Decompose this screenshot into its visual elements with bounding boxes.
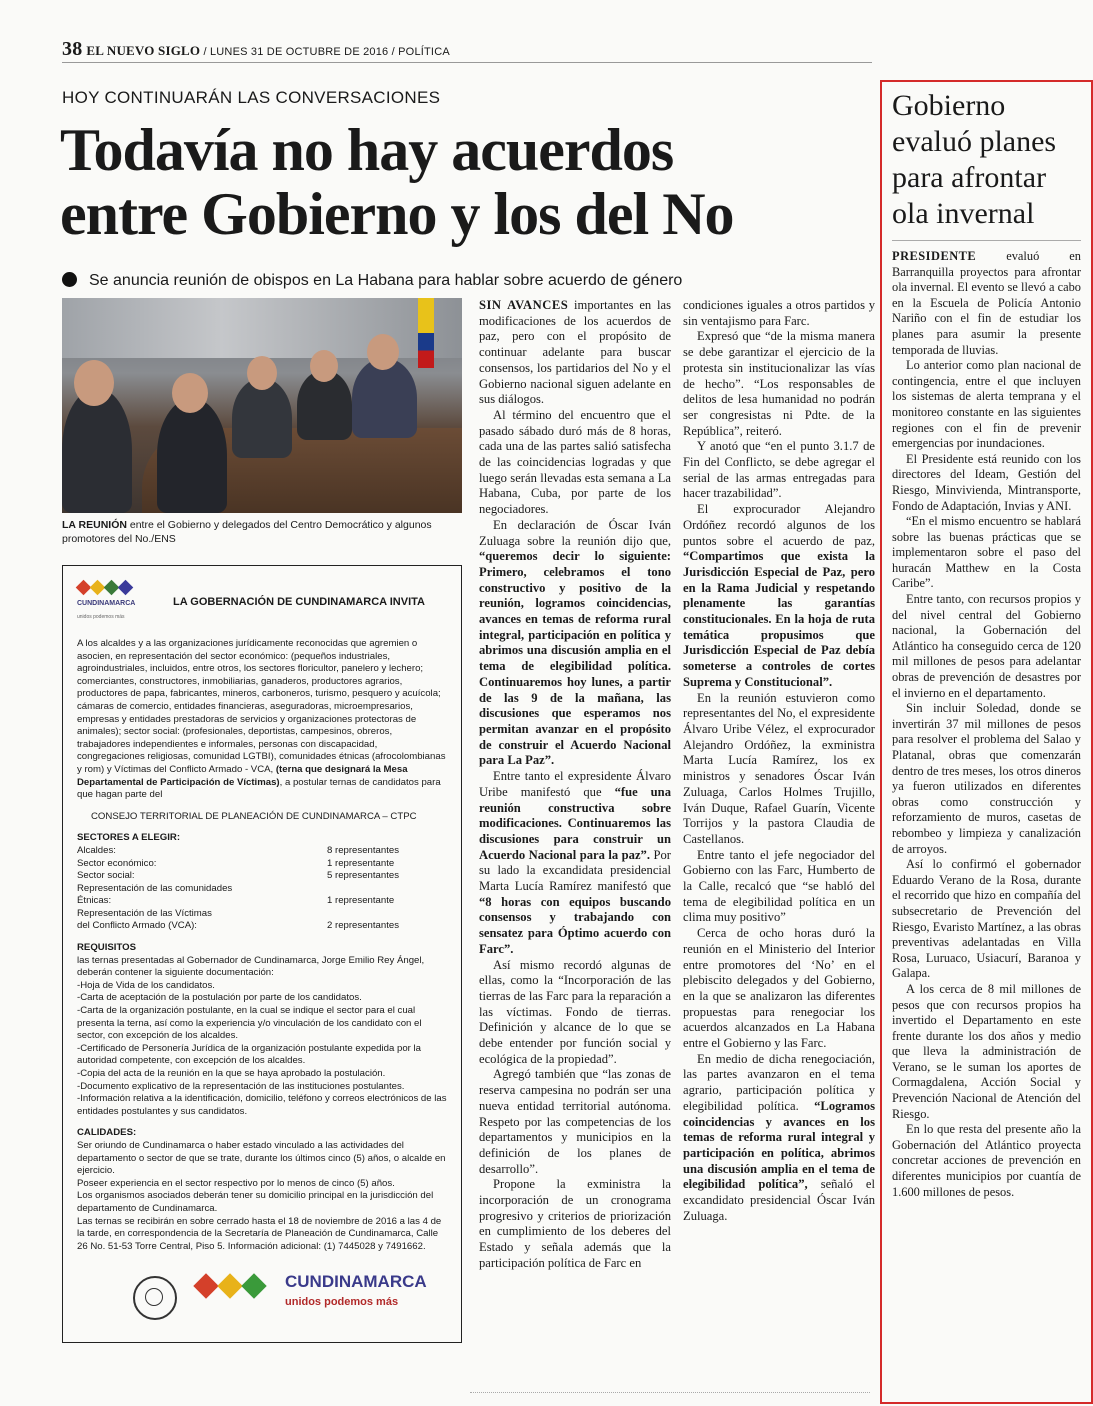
kicker: HOY CONTINUARÁN LAS CONVERSACIONES: [62, 88, 441, 107]
paragraph: SIN AVANCES importantes en las modificaciones de los acuerdos de paz, pero con el propósito de continuar adelante para buscar consensos, los partidarios del No y el Gobierno nacional siguen adelante en sus diálogos.: [479, 298, 671, 407]
requirement-item: -Documento explicativo de la representación de las instituciones postulantes.: [77, 1080, 405, 1092]
paragraph: PRESIDENTE evaluó en Barranquilla proyectos para afrontar ola invernal. El evento se llevó a cabo en la Escuela de Policía Antonio Nariño con el fin de estudiar los planes para asumir la presente temporada de lluvias.: [892, 249, 1081, 357]
paragraph: Y anotó que “en el punto 3.1.7 de Fin del Conflicto, se debe agregar el serial de las armas entregadas para hacer trazabilidad”.: [683, 439, 875, 501]
photo-person: [232, 378, 292, 458]
photo-caption: [62, 518, 462, 546]
photo-head: [172, 373, 208, 413]
paragraph: condiciones iguales a otros partidos y sin ventajismo para Farc.: [683, 298, 875, 328]
quality-item: Los organismos asociados deberán tener su domicilio principal en la jurisdicción del departamento de Cundinamarca.: [77, 1190, 434, 1214]
sidebar-story: [880, 80, 1093, 1404]
issue-meta: / LUNES 31 DE OCTUBRE DE 2016 / POLÍTICA: [200, 46, 450, 58]
quality-item: Las ternas se recibirán en sobre cerrado hasta el 18 de noviembre de 2016 a las 4 de la tarde, en correspondencia de la Secretaría de Planeación de Cundinamarca, Calle 26 No. 51-53 Torre Central, Piso 5. Información adicional: (1) 7445028 y 7491662.: [77, 1215, 442, 1252]
photo-head: [74, 360, 114, 406]
cundinamarca-logo: [77, 580, 145, 618]
sector-name: Alcaldes:: [77, 844, 116, 856]
requirement-item: -Carta de aceptación de la postulación por parte de los candidatos.: [77, 992, 362, 1004]
qualities-heading: CALIDADES:: [77, 1127, 137, 1139]
government-seal-icon: [133, 1276, 177, 1320]
photo-head: [310, 350, 338, 382]
sector-count: 8 representantes: [327, 844, 399, 856]
logo-slogan: unidos podemos más: [77, 613, 125, 620]
sector-name: Representación de las Víctimas: [77, 907, 212, 919]
paragraph: Así mismo recordó algunas de ellas, como la “Incorporación de las tierras de las Farc para la reparación a las víctimas. Fondo de tierras. Definición y alcance de lo que se debe entender por función social y ecológica de la propiedad”.: [479, 957, 671, 1066]
requirements-intro: las ternas presentadas al Gobernador de Cundinamarca, Jorge Emilio Rey Ángel, deberán contener la siguiente documentación:: [77, 954, 425, 979]
requirement-item: -Hoja de Vida de los candidatos.: [77, 979, 215, 991]
sector-row: [77, 858, 447, 871]
advertisement: [62, 565, 462, 1343]
sector-count: 5 representantes: [327, 870, 399, 882]
footer-logo: [195, 1272, 427, 1308]
paragraph: Lo anterior como plan nacional de contingencia, entre el que incluyen los sistemas de alerta temprana y el monitoreo constante en las siguientes regiones con el fin de prevenir emergencias por inundaciones.: [892, 358, 1081, 451]
requirement-item: -Certificado de Personería Jurídica de la organización postulante expedida por la autoridad competente, con excepción de los alcaldes.: [77, 1042, 421, 1067]
caption-text: entre el Gobierno y delegados del Centro Democrático y algunos promotores del No./ENS: [62, 519, 432, 545]
caption-lead: LA REUNIÓN: [62, 519, 127, 531]
requirement-item: -Información relativa a la identificación, domicilio, teléfono y correos electrónicos de las entidades postulantes y sus candidatos.: [77, 1093, 447, 1117]
article-column-2: [479, 298, 671, 1272]
paper-name: EL NUEVO SIGLO: [86, 43, 201, 58]
diamond-icon: [241, 1273, 266, 1298]
sector-row: [77, 883, 447, 896]
paragraph: “En el mismo encuentro se hablará sobre las buenas prácticas que se implementaron sobre el paso del huracán Matthew en la Costa Caribe”.: [892, 514, 1081, 591]
photo-person: [62, 388, 132, 513]
photo-person: [352, 358, 417, 438]
sector-count: 1 representante: [327, 857, 395, 869]
sector-row: [77, 845, 447, 858]
headline-line-1: Todavía no hay acuerdos: [60, 117, 674, 183]
requirement-item: -Carta de la organización postulante, en la cual se indique el sector para el cual presenta la terna, así como la experiencia y/o vinculación de los candidato con el sector, con excepción de los alcaldes.: [77, 1005, 422, 1042]
requirement-item: -Copia del acta de la reunión en la que se haya aprobado la postulación.: [77, 1068, 386, 1079]
paragraph: En declaración de Óscar Iván Zuluaga sobre la reunión dijo que, “queremos decir lo siguiente: Primero, celebramos el tono constructivo y positivo de la reunión, logramos coincidencias, avances en temas de reforma rural integral, participación en política y abrimos una discusión amplia en el tema de elegibilidad política. Continuaremos hoy lunes, a partir de las 9 de la mañana, las discusiones que esperamos nos permitan avanzar en el propósito de construir el Acuerdo Nacional para La Paz”.: [479, 517, 671, 768]
sectors-list: [77, 845, 447, 933]
footer-slogan: unidos podemos más: [285, 1296, 399, 1308]
sector-name: Representación de las comunidades: [77, 882, 233, 894]
paragraph: Agregó también que “las zonas de reserva campesina no podrán ser una nueva entidad territorial autónoma. Respeto por las competencias de los departamentos y municipios en la definición de los planes de desarrollo”.: [479, 1067, 671, 1176]
bottom-divider: [470, 1392, 870, 1395]
ad-body: [77, 638, 447, 1253]
photo-head: [247, 356, 277, 390]
paragraph: Cerca de ocho horas duró la reunión en el Ministerio del Interior entre promotores del ‘No’ en el plebiscito delegados y del Gobierno, en la que se analizaron las diferentes propuestas para renegociar los acuerdos alcanzados en La Habana entre el Gobierno y las Farc.: [683, 926, 875, 1051]
article-column-3: [683, 298, 875, 1224]
requirements-heading: REQUISITOS: [77, 942, 136, 954]
paragraph: En la reunión estuvieron como representantes del No, el expresidente Álvaro Uribe Vélez, el exprocurador Alejandro Ordóñez, la exministra Marta Lucía Ramírez, los ex ministros y senadores Óscar Iván Zuluaga, Carlos Holmes Trujillo, Iván Duque, Rafael Guarín, Vicente Torrijos y la pastora Claudia de Castellanos.: [683, 690, 875, 846]
page-number: 38: [62, 38, 83, 60]
ad-footer: [133, 1264, 433, 1324]
colombia-flag-icon: [418, 298, 434, 368]
summary: [62, 272, 682, 290]
headline: [60, 118, 860, 246]
photo-head: [367, 334, 399, 370]
requirements-list: [77, 980, 447, 1119]
top-rule: [62, 62, 872, 63]
paragraph: Propone la exministra la incorporación de un cronograma progresivo y criterios de priorización en cumplimiento de los deberes del Estado y señala además que la participación política de Farc en: [479, 1177, 671, 1270]
paragraph: El exprocurador Alejandro Ordóñez recordó algunos de los puntos sobre el acuerdo de paz, “Compartimos que exista la Jurisdicción Especial de Paz, pero en la Rama Judicial y respetando plenamente las garantías constitucionales. En la hoja de ruta temática propusimos que Jurisdicción Especial de Paz debía someterse a controles de cortes Suprema y Constitucional”.: [683, 502, 875, 689]
logo-brand: CUNDINAMARCA: [77, 600, 136, 607]
sector-name: Sector social:: [77, 870, 135, 882]
paragraph: Expresó que “de la misma manera se debe garantizar el ejercicio de la protesta sin institucionalizar las vías de hecho”. “Los responsables de delitos de lesa humanidad no podrán ser congresistas ni Pdte. de la República”, reiteró.: [683, 329, 875, 438]
ad-title: LA GOBERNACIÓN DE CUNDINAMARCA INVITA: [173, 596, 425, 608]
diamond-icon: [217, 1273, 242, 1298]
quality-item: Poseer experiencia en el sector respectivo por lo menos de cinco (5) años.: [77, 1177, 395, 1189]
paragraph: A los cerca de 8 mil millones de pesos que con recursos propios ha invertido el Departamento en este frente durante los dos años y medio que lleva la administración de Verano, se le suman los aportes de Cormagdalena, Acción Social y Prevención Nacional de Atención del Riesgo.: [892, 981, 1081, 1121]
sector-name: Étnicas:: [77, 895, 112, 907]
sector-count: 2 representantes: [327, 920, 399, 932]
sector-row: [77, 895, 447, 908]
footer-brand: CUNDINAMARCA: [285, 1272, 427, 1291]
sector-row: [77, 870, 447, 883]
sector-row: [77, 920, 447, 933]
photo-wall: [62, 298, 462, 358]
paragraph: Así lo confirmó el gobernador Eduardo Verano de la Rosa, durante el recorrido que hizo en compañía del subsecretario de Prevención del Riesgo, Evaristo Martínez, a las obras preventivas adelantadas en Villa Rosa, Luruaco, Usiacurí, Baranoa y Galapa.: [892, 857, 1081, 981]
summary-text: Se anuncia reunión de obispos en La Habana para hablar sobre acuerdo de género: [89, 272, 683, 289]
paragraph: Entre tanto, con recursos propios y del nivel central del Gobierno nacional, la Gobernación del Atlántico ha conseguido cerca de 120 mil millones de pesos para adelantar obras de prevención de desastres por el invierno en el departamento.: [892, 592, 1081, 700]
sectors-heading: SECTORES A ELEGIR:: [77, 832, 181, 844]
paragraph: En lo que resta del presente año la Gobernación del Atlántico proyecta concretar acciones de prevención en diferentes municipios por cuantía de 1.600 millones de pesos.: [892, 1122, 1081, 1199]
sector-row: [77, 908, 447, 921]
paragraph: En medio de dicha renegociación, las partes avanzaron en el tema agrario, participación política y elegibilidad política. “Logramos coincidencias y avances en los temas de reforma rural integral y participación en política, abrimos una discusión amplia en el tema de elegibilidad política”, señaló el excandidato presidencial Óscar Iván Zuluaga.: [683, 1051, 875, 1223]
folio: [62, 38, 450, 61]
qualities-list: [77, 1140, 447, 1253]
paragraph: Entre tanto el expresidente Álvaro Uribe manifestó que “fue una reunión constructiva sobre modificaciones. Continuaremos las discusiones para construir un Acuerdo Nacional para la paz”. Por su lado la excandidata presidencial Marta Lucía Ramírez manifestó que “8 horas con equipos buscando consensos y trabajando con sensatez para Óptimo acuerdo con Farc”.: [479, 769, 671, 956]
sector-count: 1 representante: [327, 895, 395, 907]
ad-council: CONSEJO TERRITORIAL DE PLANEACIÓN DE CUNDINAMARCA – CTPC: [91, 810, 417, 822]
sector-name: del Conflicto Armado (VCA):: [77, 920, 197, 932]
sidebar-headline: Gobierno evaluó planes para afrontar ola invernal: [892, 88, 1081, 241]
headline-line-2: entre Gobierno y los del No: [60, 181, 734, 247]
photo-person: [157, 398, 227, 513]
meeting-photo: [62, 298, 462, 513]
quality-item: Ser oriundo de Cundinamarca o haber estado vinculado a las actividades del departamento o sector de que se trate, durante los últimos cinco (5) años, o alcalde en ejercicio.: [77, 1139, 446, 1177]
diamond-icon: [118, 580, 134, 596]
paragraph: Al término del encuentro que el pasado sábado duró más de 8 horas, cada una de las partes salió satisfecha de las coincidencias logradas y que luego serán llevadas esta semana a La Habana, Cuba, por parte de los negociadores.: [479, 407, 671, 517]
paragraph: Sin incluir Soledad, donde se invertirán 37 mil millones de pesos para resolver el problema del Salao y Platanal, obras que comenzarán dentro de tres meses, los otros dineros ya fueron utilizados en diferentes obras como construcción y reforzamiento de muros, casetas de rebombeo y limpieza y canalización de arroyos.: [892, 701, 1081, 856]
bullet-icon: [62, 272, 77, 287]
paragraph: Entre tanto el jefe negociador del Gobierno con las Farc, Humberto de la Calle, recalcó que “se habló del tema de elegibilidad política en un clima muy positivo”: [683, 847, 875, 925]
sector-name: Sector económico:: [77, 857, 157, 869]
diamond-icon: [193, 1273, 218, 1298]
sidebar-body: [892, 249, 1081, 1200]
paragraph: El Presidente está reunido con los directores del Ideam, Gestión del Riesgo, Minvivienda, Mintransporte, Fondo de Adaptación, Invias y ANI.: [892, 451, 1081, 513]
ad-intro: A los alcaldes y a las organizaciones jurídicamente reconocidas que agremien o asocien, en representación del sector económico: (pequeños industriales, agroindustriales, incluidos, entre otros, los sectores floricultor, panelero y lechero; comerciantes, constructores, inmobiliarias, ganaderos, productores agrarios, productores de papa, fabricantes, mineros, carboneros, turismo, pesquero y acuícola; cámaras de comercio, entidades financieras, aseguradoras, microempresarios, empresas y entidades prestadoras de servicios y organizaciones protectoras de animales); sector social: (profesionales, deportistas, campesinos, obreros, trabajadores independientes e informales, personas con discapacidad, congregaciones religiosas, comunidad LGTBI), comunidades étnicas (afrocolombianas y rom) y Víctimas del Conflicto Armado - VCA, (terna que designará la Mesa Departamental de Participación de Víctimas), a postular ternas de candidatos para que hagan parte del: [77, 638, 446, 801]
